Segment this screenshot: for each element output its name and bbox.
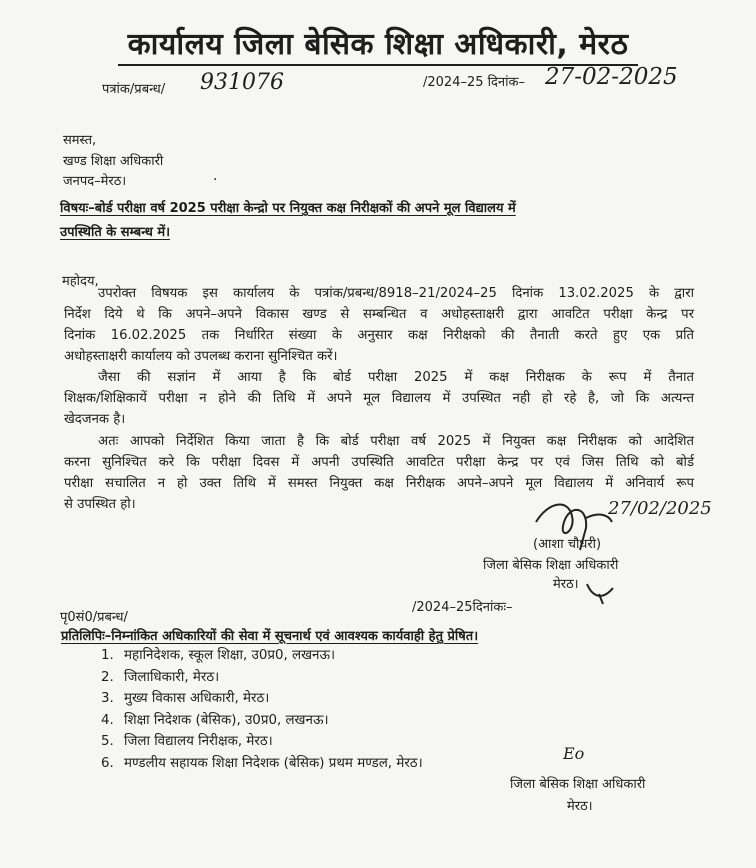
copy-heading: प्रतिलिपिः–निम्नांकित अधिकारियों की सेवा में सूचनार्थ एवं आवश्यक कार्यवाही हेतु प्रेषित। (61, 629, 479, 644)
copy-session-label: /2024–25दिनांकः– (412, 600, 513, 615)
date-handwritten: 27-02-2025 (545, 64, 678, 90)
list-item: 5. जिला विद्यालय निरीक्षक, मेरठ। (118, 731, 423, 753)
para1-line: दिनांक 16.02.2025 तक निर्धारित संख्या के अनुसार कक्ष निरीक्षको की तैनाती करते हुए एक प्रति (64, 328, 694, 343)
copy-ref-label: पृ0सं0/प्रबन्ध/ (60, 610, 128, 625)
initials-handwritten: Eo (563, 744, 585, 763)
paragraph-1 (64, 283, 694, 367)
signatory-designation: जिला बेसिक शिक्षा अधिकारी (483, 558, 619, 573)
addressee-line-1: समस्त, (63, 133, 97, 148)
ref-label: पत्रांक/प्रबन्ध/ (102, 82, 166, 97)
para3-line: अतः आपको निर्देशित किया जाता है कि बोर्ड परीक्षा वर्ष 2025 में नियुक्त कक्ष निरीक्षक को आदेशित (98, 434, 694, 449)
signature-date: 27/02/2025 (608, 498, 712, 519)
para2-line: शिक्षक/शिक्षिकायें परीक्षा न होने की तिथि में अपने मूल विद्यालय में उपस्थित नही हो रहे है, जो कि अत्यन्त (64, 391, 694, 406)
stray-dot: . (213, 168, 218, 184)
subject-line-1: विषयः–बोर्ड परीक्षा वर्ष 2025 परीक्षा केन्द्रो पर नियुक्त कक्ष निरीक्षकों की अपने मूल विद्यालय में (60, 201, 516, 216)
list-item: 2. जिलाधिकारी, मेरठ। (118, 667, 423, 689)
signatory-place: मेरठ। (553, 577, 579, 592)
para2-line: खेदजनक है। (64, 412, 126, 427)
office-title: कार्यालय जिला बेसिक शिक्षा अधिकारी, मेरठ (127, 27, 629, 62)
list-item: 4. शिक्षा निदेशक (बेसिक), उ0प्र0, लखनऊ। (118, 710, 423, 732)
session-label: /2024–25 दिनांक– (423, 75, 525, 90)
paragraph-2 (64, 367, 694, 430)
subject-line-2: उपस्थिति के सम्बन्ध में। (60, 225, 171, 240)
para3-line: परीक्षा सचालित न हो उक्त तिथि में समस्त नियुक्त कक्ष निरीक्षक अपने–अपने मूल विद्यालय में अनिवार्य रूप (64, 476, 694, 491)
list-item: 6. मण्डलीय सहायक शिक्षा निदेशक (बेसिक) प्रथम मण्डल, मेरठ। (118, 753, 423, 775)
copy-designation: जिला बेसिक शिक्षा अधिकारी (510, 777, 646, 792)
signatory-name: (आशा चौधरी) (533, 537, 602, 552)
list-item: 3. मुख्य विकास अधिकारी, मेरठ। (118, 688, 423, 710)
addressee-line-2: खण्ड शिक्षा अधिकारी (63, 154, 164, 169)
para1-line: उपरोक्त विषयक इस कार्यालय के पत्रांक/प्रबन्ध/8918–21/2024–25 दिनांक 13.02.2025 के द्वारा (98, 286, 694, 301)
para1-line: निर्देश दिये थे कि अपने–अपने विकास खण्ड से सम्बन्धित व अधोहस्ताक्षरी द्वारा आवटित परीक्षा केन्द्र पर (64, 307, 694, 322)
salutation: महोदय, (62, 274, 99, 289)
para2-line: जैसा की सज्ञांन में आया है कि बोर्ड परीक्षा 2025 में कक्ष निरीक्षक के रूप में तैनात (98, 370, 694, 385)
recipient-list (96, 645, 423, 774)
copy-place: मेरठ। (567, 799, 593, 814)
para3-line: से उपस्थित हो। (64, 497, 136, 512)
para1-line: अधोहस्ताक्षरी कार्यालय को उपलब्ध कराना सुनिश्चित करें। (64, 349, 338, 364)
initial-mark (583, 578, 619, 606)
para3-line: करना सुनिश्चित करे कि परीक्षा दिवस में अपनी उपस्थिति आवटित परीक्षा केन्द्र पर एवं जिस तिथि को बोर्ड (64, 455, 694, 470)
list-item: 1. महानिदेशक, स्कूल शिक्षा, उ0प्र0, लखनऊ। (118, 645, 423, 667)
addressee-line-3: जनपद–मेरठ। (63, 174, 127, 189)
ref-number-handwritten: 931076 (200, 70, 284, 95)
